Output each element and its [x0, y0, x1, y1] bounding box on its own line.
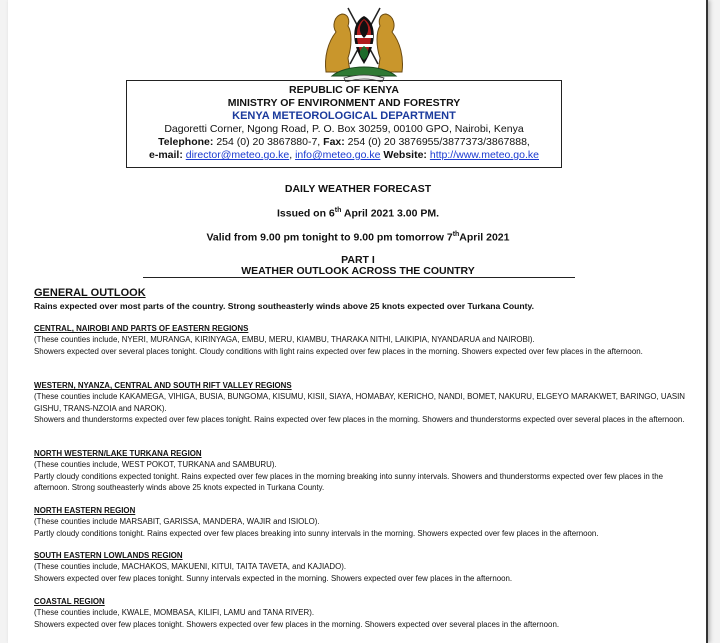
valid-suffix: April 2021 — [459, 231, 510, 244]
general-outlook-title: GENERAL OUTLOOK — [34, 287, 146, 299]
valid-line — [8, 231, 708, 244]
website-link[interactable]: http://www.meteo.go.ke — [429, 149, 539, 161]
coat-of-arms-icon — [318, 2, 410, 82]
part-title: WEATHER OUTLOOK ACROSS THE COUNTRY — [241, 265, 475, 277]
region-counties: (These counties include KAKAMEGA, VIHIGA, BUSIA, BUNGOMA, KISUMU, KISII, SIAYA, HOMABAY, KERICHO, NANDI, BOMET, NAKURU, ELGEYO MARAKWET, BARINGO, UASIN GISHU, TRANS-NZOIA and NAROK). — [34, 392, 685, 413]
region-counties: (These counties include MARSABIT, GARISSA, MANDERA, WAJIR and ISIOLO). — [34, 517, 320, 527]
region-section-western — [34, 380, 698, 425]
fax-label: Fax: — [323, 136, 345, 148]
republic-title: REPUBLIC OF KENYA — [289, 84, 399, 96]
valid-prefix: Valid from 9.00 pm tonight to 9.00 pm tomorrow 7 — [206, 231, 453, 244]
ministry-title: MINISTRY OF ENVIRONMENT AND FORESTRY — [227, 97, 461, 109]
document-page — [8, 0, 708, 643]
valid-sup: th — [452, 231, 460, 238]
region-title: SOUTH EASTERN LOWLANDS REGION — [34, 551, 183, 560]
region-title: NORTH WESTERN/LAKE TURKANA REGION — [34, 449, 202, 458]
general-outlook-text: Rains expected over most parts of the country. Strong southeasterly winds above 25 knots expected over Turkana County. — [34, 301, 534, 311]
region-counties: (These counties include, NYERI, MURANGA, KIRINYAGA, EMBU, MERU, KIAMBU, THARAKA NITHI, LAIKIPIA, NYANDARUA and NAIROBI). — [34, 335, 535, 345]
issued-line — [8, 207, 708, 220]
telephone-label: Telephone: — [158, 136, 214, 148]
region-section-north-western — [34, 448, 698, 493]
email-separator: , — [289, 149, 296, 161]
page-edge-shadow — [706, 0, 708, 643]
part-divider — [143, 277, 575, 278]
region-counties: (These counties include, MACHAKOS, MAKUENI, KITUI, TAITA TAVETA, and KAJIADO). — [34, 562, 347, 572]
department-title: KENYA METEOROLOGICAL DEPARTMENT — [232, 110, 456, 122]
telephone-value: 254 (0) 20 3867880-7, — [216, 136, 321, 148]
fax-value: 254 (0) 20 3876955/3877373/3867888, — [347, 136, 530, 148]
website-label: Website: — [383, 149, 427, 161]
email-link-director[interactable]: director@meteo.go.ke — [185, 149, 290, 161]
region-title: NORTH EASTERN REGION — [34, 506, 136, 515]
issued-prefix: Issued on 6 — [276, 207, 335, 220]
letterhead-box — [126, 80, 562, 168]
forecast-title: DAILY WEATHER FORECAST — [284, 183, 432, 195]
issued-suffix: April 2021 3.00 PM. — [341, 207, 440, 220]
part-label: PART I — [341, 254, 375, 266]
region-section-south-eastern — [34, 550, 698, 584]
email-link-info[interactable]: info@meteo.go.ke — [295, 149, 381, 161]
region-title: WESTERN, NYANZA, CENTRAL AND SOUTH RIFT VALLEY REGIONS — [34, 381, 292, 390]
region-section-north-eastern — [34, 505, 698, 539]
region-section-central — [34, 323, 698, 357]
region-title: COASTAL REGION — [34, 597, 105, 606]
region-forecast: Showers expected over few places tonight. Showers expected over few places in the morning. Showers expected over several places in the afternoon. — [34, 619, 560, 629]
region-forecast: Showers and thunderstorms expected over few places tonight. Rains expected over few places in the morning. Showers and thunderstorms expected over several places in the afternoon. — [34, 414, 685, 424]
region-counties: (These counties include, KWALE, MOMBASA, KILIFI, LAMU and TANA RIVER). — [34, 608, 315, 618]
region-section-coastal — [34, 596, 698, 630]
region-forecast: Partly cloudy conditions expected tonight. Rains expected over few places in the morning breaking into sunny intervals. Showers and thunderstorms expected over few places in the afternoon. Strong southeasterly winds above 25 knots expected in Turkana County. — [34, 471, 663, 492]
region-forecast: Showers expected over few places tonight. Sunny intervals expected in the morning. Showers expected over few places in the afternoon. — [34, 573, 513, 583]
issued-sup: th — [334, 207, 342, 214]
region-forecast: Showers expected over several places tonight. Cloudy conditions with light rains expected over few places in the morning. Showers expected over few places in the afternoon. — [34, 346, 643, 356]
region-forecast: Partly cloudy conditions tonight. Rains expected over few places breaking into sunny intervals in the morning. Showers expected over few places in the afternoon. — [34, 528, 599, 538]
email-label: e-mail: — [148, 149, 183, 161]
region-counties: (These counties include, WEST POKOT, TURKANA and SAMBURU). — [34, 460, 277, 470]
contact-line — [127, 149, 561, 162]
address-line: Dagoretti Corner, Ngong Road, P. O. Box 30259, 00100 GPO, Nairobi, Kenya — [164, 123, 524, 135]
phone-line — [127, 136, 561, 149]
region-title: CENTRAL, NAIROBI AND PARTS OF EASTERN REGIONS — [34, 324, 249, 333]
